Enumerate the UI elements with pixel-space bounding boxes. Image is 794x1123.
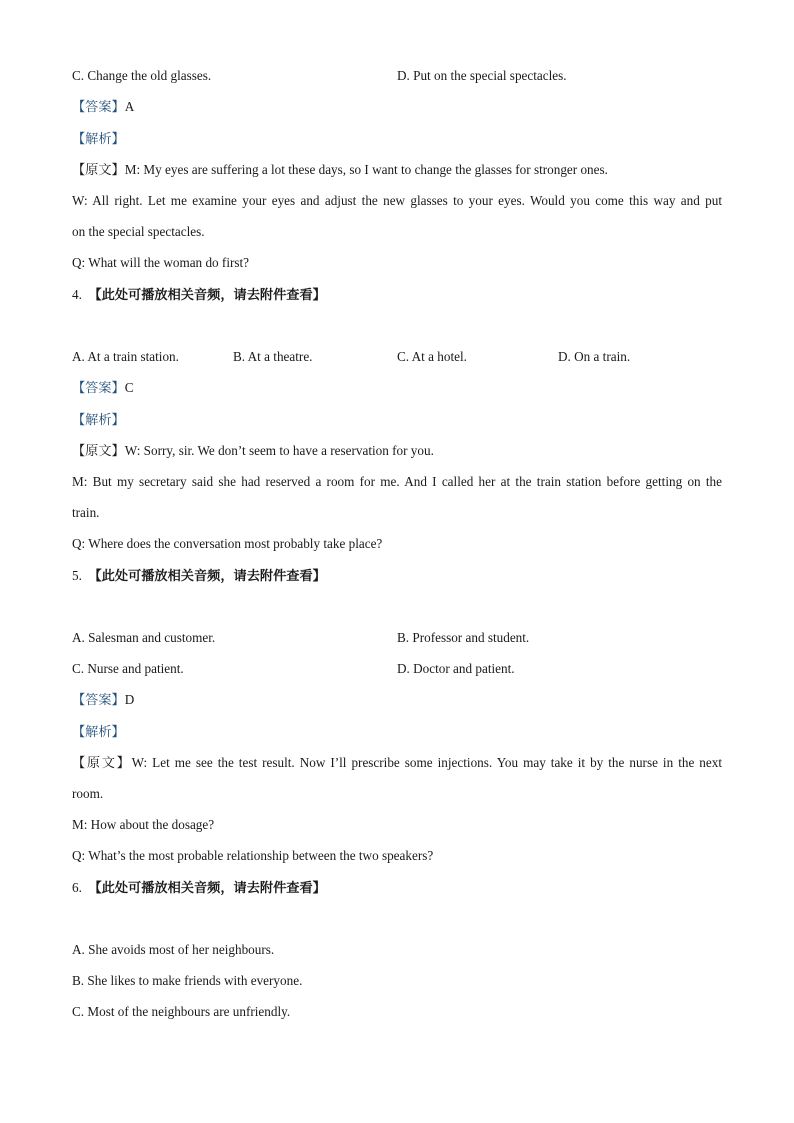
q3-answer-line [72,99,134,115]
q3-option-d: D. Put on the special spectacles. [397,68,567,83]
q6-option-c: C. Most of the neighbours are unfriendly. [72,1004,291,1019]
analysis-label: 【解析】 [72,131,125,146]
q4-option-c: C. At a hotel. [397,349,467,364]
analysis-label: 【解析】 [72,412,125,427]
q4-option-d: D. On a train. [558,349,631,364]
q6-number: 6. [72,880,82,895]
original-label: 【原文】 [72,443,125,458]
q4-number: 4. [72,287,82,302]
q4-original-m1: M: But my secretary said she had reserved a room for me. And I called her at the train station before getting on the [72,474,722,489]
q5-question: Q: What’s the most probable relationship between the two speakers? [72,848,434,863]
q4-option-b: B. At a theatre. [233,349,313,364]
q5-option-d: D. Doctor and patient. [397,661,515,676]
q4-original-m2: train. [72,505,100,520]
q6-option-a: A. She avoids most of her neighbours. [72,942,275,957]
q5-option-a: A. Salesman and customer. [72,630,216,645]
q3-option-c: C. Change the old glasses. [72,68,212,83]
q5-number: 5. [72,568,82,583]
q4-answer-line [72,380,134,396]
q4-option-a: A. At a train station. [72,349,179,364]
q6-header [72,880,326,896]
original-label: 【原文】 [72,162,125,177]
q4-header [72,287,326,303]
q4-audio-placeholder: 【此处可播放相关音频，请去附件查看】 [88,287,326,302]
q3-original-w2: on the special spectacles. [72,224,205,239]
q5-answer-line [72,692,134,708]
q4-question: Q: Where does the conversation most probably take place? [72,536,383,551]
q5-analysis-line [72,724,125,740]
q5-option-b: B. Professor and student. [397,630,530,645]
q5-audio-placeholder: 【此处可播放相关音频，请去附件查看】 [88,568,326,583]
answer-label: 【答案】 [72,99,125,114]
q6-option-b: B. She likes to make friends with everyone. [72,973,303,988]
q4-original-w: 【原文】W: Sorry, sir. We don’t seem to have a reservation for you. [72,443,434,458]
answer-label: 【答案】 [72,380,125,395]
q5-original-m: M: How about the dosage? [72,817,215,832]
q3-analysis-line [72,131,125,147]
q4-answer-value: C [124,380,134,395]
q3-answer-value: A [124,99,135,114]
q5-original-w1: 【原文】W: Let me see the test result. Now I’ll prescribe some injections. You may take it by the nurse in the next [72,755,723,770]
original-label: 【原文】 [72,755,132,770]
q6-audio-placeholder: 【此处可播放相关音频，请去附件查看】 [88,880,326,895]
q5-answer-value: D [124,692,135,707]
q5-original-w2: room. [72,786,104,801]
q3-original-m: 【原文】M: My eyes are suffering a lot these days, so I want to change the glasses for stronger ones. [72,162,608,177]
answer-label: 【答案】 [72,692,125,707]
q3-question: Q: What will the woman do first? [72,255,250,270]
analysis-label: 【解析】 [72,724,125,739]
q3-original-w1: W: All right. Let me examine your eyes and adjust the new glasses to your eyes. Would you come this way and put [72,193,722,208]
q4-analysis-line [72,412,125,428]
q5-option-c: C. Nurse and patient. [72,661,184,676]
q5-header [72,568,326,584]
